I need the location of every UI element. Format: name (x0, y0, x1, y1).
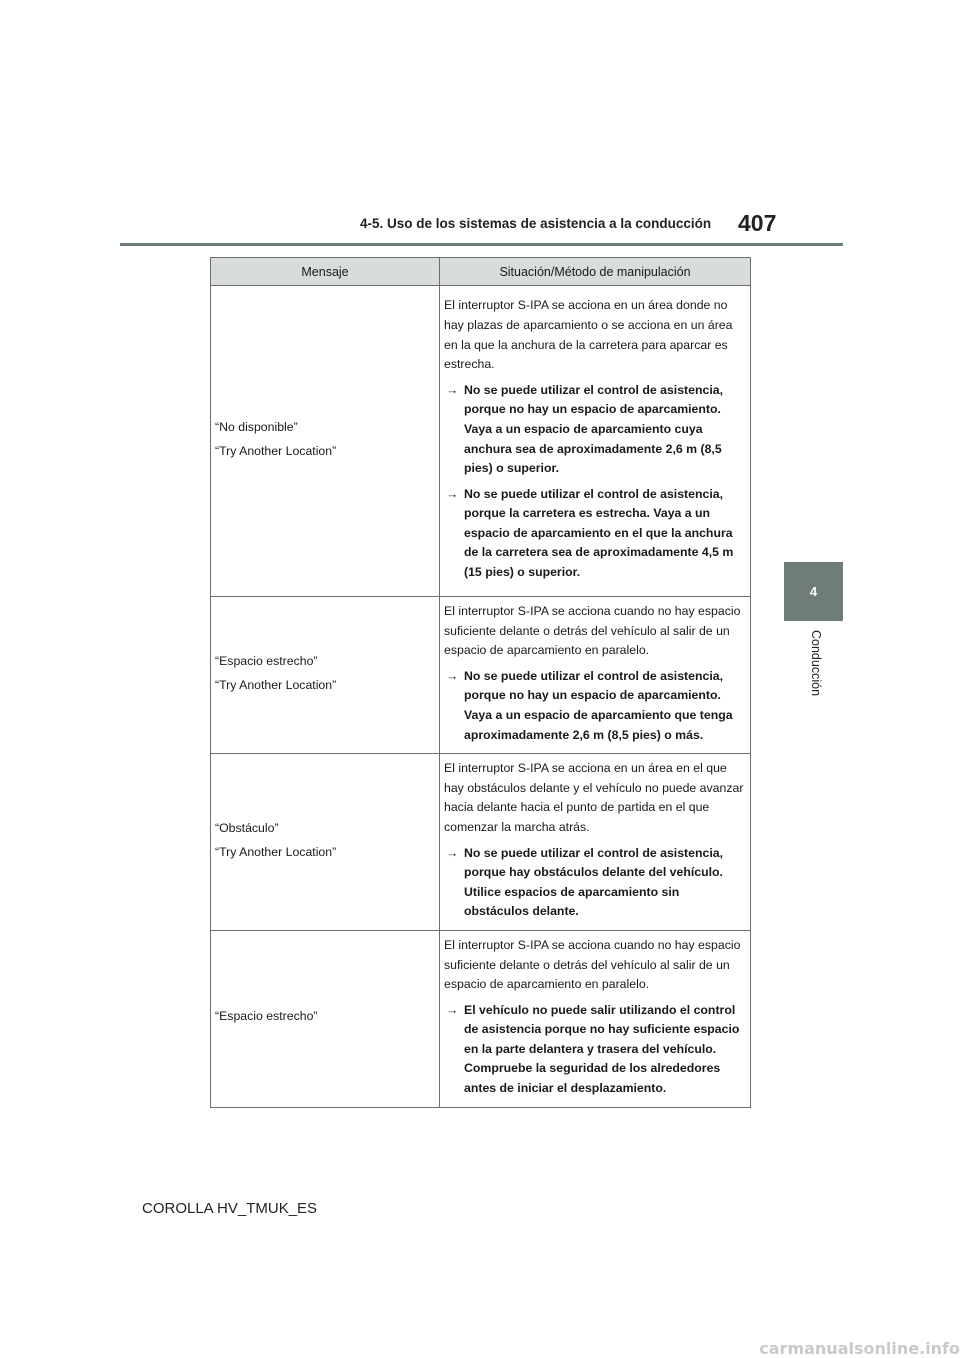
table-row (211, 597, 751, 754)
situation-text: El interruptor S-IPA se acciona en un área donde no hay plazas de aparcamiento o se acciona en un área en la que la anchura de la carretera para aparcar es estrecha. (444, 298, 733, 372)
situation-cell (440, 286, 751, 597)
message-cell (211, 286, 440, 597)
arrow-right-icon: → (446, 382, 459, 397)
situation-text: El interruptor S-IPA se acciona cuando no hay espacio suficiente delante o detrás del vehículo al salir de un espacio de aparcamiento en paralelo. (444, 937, 741, 992)
action-text: El vehículo no puede salir utilizando el control de asistencia porque no hay suficiente espacio en la parte delantera y trasera del vehículo. Compruebe la seguridad de los alrededores antes de iniciar el desplazamiento. (464, 1002, 740, 1096)
message-text: “Try Another Location” (215, 844, 337, 859)
action-text: No se puede utilizar el control de asistencia, porque hay obstáculos delante del vehículo. Utilice espacios de aparcamiento sin obstáculos delante. (464, 845, 723, 919)
message-cell (211, 930, 440, 1107)
action-item (444, 667, 746, 745)
message-text: “Try Another Location” (215, 677, 337, 692)
action-item (444, 844, 746, 922)
situation-cell (440, 930, 751, 1107)
message-text: “Espacio estrecho” (215, 653, 318, 668)
situation-cell (440, 754, 751, 931)
action-item (444, 1001, 746, 1099)
action-text: No se puede utilizar el control de asistencia, porque no hay un espacio de aparcamiento. Vaya a un espacio de aparcamiento cuya anchura sea de aproximadamente 2,6 m (8,5 pies) o superior. (464, 382, 723, 476)
message-text: “Espacio estrecho” (215, 1009, 318, 1024)
table-row (211, 930, 751, 1107)
page-number: 407 (738, 210, 777, 236)
message-text: “Obstáculo” (215, 820, 279, 835)
arrow-right-icon: → (446, 668, 459, 683)
chapter-tab: 4 (784, 562, 843, 621)
message-cell (211, 597, 440, 754)
situation-cell (440, 597, 751, 754)
table-row (211, 286, 751, 597)
header-rule (120, 243, 843, 246)
situation-text: El interruptor S-IPA se acciona cuando no hay espacio suficiente delante o detrás del vehículo al salir de un espacio de aparcamiento en paralelo. (444, 604, 741, 658)
action-text: No se puede utilizar el control de asistencia, porque no hay un espacio de aparcamiento. Vaya a un espacio de aparcamiento que tenga aproximadamente 2,6 m (8,5 pies) o más. (464, 668, 733, 742)
arrow-right-icon: → (446, 845, 459, 860)
message-cell (211, 754, 440, 931)
arrow-right-icon: → (446, 1002, 459, 1017)
action-item (444, 485, 746, 583)
watermark: carmanualsonline.info (759, 1339, 960, 1358)
arrow-right-icon: → (446, 486, 459, 501)
situation-text: El interruptor S-IPA se acciona en un área en el que hay obstáculos delante y el vehículo no puede avanzar hacia delante hacia el punto de partida en el que comenzar la marcha atrás. (444, 761, 744, 834)
footer-model: COROLLA HV_TMUK_ES (142, 1200, 318, 1217)
chapter-label: Conducción (809, 630, 823, 697)
header-situacion: Situación/Método de manipulación (440, 258, 751, 286)
header-mensaje: Mensaje (211, 258, 440, 286)
message-text: “No disponible” (215, 419, 298, 434)
table-row (211, 754, 751, 931)
table-header-row (211, 258, 751, 286)
message-table (210, 257, 751, 1108)
message-text: “Try Another Location” (215, 443, 337, 458)
section-title: 4-5. Uso de los sistemas de asistencia a la conducción (360, 216, 712, 231)
action-item (444, 381, 746, 479)
action-text: No se puede utilizar el control de asistencia, porque la carretera es estrecha. Vaya a un espacio de aparcamiento en el que la anchura de la carretera sea de aproximadamente 4,5 m (15 pies) o superior. (464, 486, 734, 580)
